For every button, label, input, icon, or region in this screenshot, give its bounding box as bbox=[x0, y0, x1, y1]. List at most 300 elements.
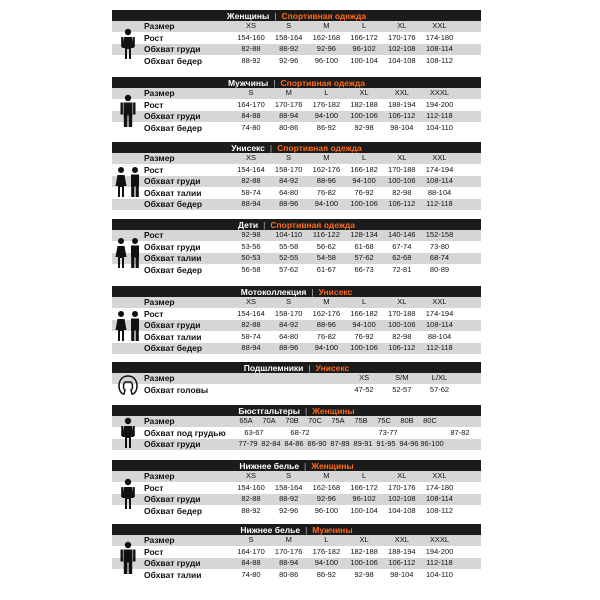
table-cell: 84-88 bbox=[241, 558, 261, 567]
table-cell: 88-94 bbox=[279, 558, 299, 567]
table-cell: XS bbox=[359, 373, 370, 382]
row-label: Рост bbox=[144, 546, 164, 557]
table-cell: 100-106 bbox=[350, 111, 378, 120]
table-cell: 100-106 bbox=[350, 343, 378, 352]
table-cell: 73-80 bbox=[429, 241, 450, 251]
table-cell: 100-106 bbox=[350, 558, 378, 567]
table-cell: 162-168 bbox=[312, 482, 341, 492]
section-header bbox=[112, 524, 481, 535]
table-cell: 82-98 bbox=[392, 331, 412, 341]
row-label: Размер bbox=[144, 471, 175, 481]
table-cell: 194-200 bbox=[425, 99, 454, 109]
table-cell: 80B bbox=[400, 416, 414, 425]
table-cell: 108-114 bbox=[426, 320, 453, 329]
table-cell: 88-96 bbox=[279, 343, 299, 352]
section-title: Женщины bbox=[226, 10, 270, 21]
table-cell: 104-110 bbox=[426, 122, 453, 132]
table-cell: 174-180 bbox=[425, 482, 454, 492]
section-subtitle: Спортивная одежда bbox=[281, 10, 367, 21]
row-label: Обхват груди bbox=[144, 494, 201, 504]
table-cell: 140-146 bbox=[388, 230, 416, 239]
table-cell: 52-55 bbox=[279, 253, 299, 262]
table-cell: 106-112 bbox=[388, 111, 416, 120]
table-cell: 174-180 bbox=[425, 32, 454, 42]
table-cell: 158-170 bbox=[274, 308, 303, 318]
table-row bbox=[112, 33, 481, 45]
table-row bbox=[112, 123, 481, 135]
table-cell bbox=[307, 373, 345, 384]
section-title: Бюстгальтеры bbox=[238, 405, 301, 416]
table-row bbox=[112, 309, 481, 321]
table-cell: 88-92 bbox=[279, 44, 299, 53]
section-title: Подшлемники bbox=[243, 362, 304, 373]
table-cell: 170-176 bbox=[274, 546, 303, 556]
table-cell: 152-158 bbox=[425, 230, 454, 239]
row-label: Рост bbox=[144, 230, 164, 240]
table-cell: 112-118 bbox=[426, 343, 453, 352]
section-title: Мужчины bbox=[227, 77, 269, 88]
table-cell: 98-104 bbox=[390, 569, 414, 579]
table-cell: 164-170 bbox=[237, 99, 265, 109]
table-row bbox=[112, 373, 481, 385]
table-cell: XXXL bbox=[429, 88, 450, 97]
table-row bbox=[112, 506, 481, 518]
header-separator: | bbox=[305, 524, 308, 535]
table-cell: 75B bbox=[354, 416, 368, 425]
table-row bbox=[112, 320, 481, 332]
table-row bbox=[112, 153, 481, 165]
section-title: Нижнее белье bbox=[239, 460, 300, 471]
section-header bbox=[112, 142, 481, 153]
table-row bbox=[112, 416, 481, 428]
table-cell: 94-100 bbox=[314, 558, 339, 567]
row-label: Обхват головы bbox=[144, 384, 209, 395]
table-cell: L bbox=[362, 153, 367, 162]
section-body bbox=[112, 373, 481, 396]
table-cell: 108-114 bbox=[426, 494, 453, 503]
row-label: Размер bbox=[144, 535, 175, 545]
header-separator: | bbox=[308, 362, 311, 373]
table-cell: 64-80 bbox=[279, 331, 299, 341]
table-cell: 96-100 bbox=[314, 505, 339, 515]
row-label: Размер bbox=[144, 21, 175, 31]
table-cell: 64-80 bbox=[279, 187, 299, 197]
table-cell: 100-106 bbox=[388, 320, 416, 329]
table-row bbox=[112, 428, 481, 440]
table-cell: 86-92 bbox=[316, 569, 336, 579]
table-row bbox=[112, 558, 481, 570]
table-cell: XL bbox=[397, 471, 407, 480]
table-cell: L bbox=[362, 21, 367, 30]
table-cell: 54-58 bbox=[316, 253, 336, 262]
row-label: Рост bbox=[144, 164, 164, 175]
table-cell: XL bbox=[359, 535, 369, 544]
table-cell: 170-188 bbox=[388, 308, 416, 318]
table-cell: XL bbox=[397, 153, 407, 162]
section-body bbox=[112, 297, 481, 355]
section-body bbox=[112, 416, 481, 451]
table-row bbox=[112, 230, 481, 242]
row-label: Обхват талии bbox=[144, 187, 202, 198]
table-cell: 82-88 bbox=[241, 176, 261, 185]
table-cell: 102-108 bbox=[388, 44, 416, 53]
table-cell: 76-92 bbox=[354, 331, 374, 341]
table-cell: 82-84 bbox=[261, 439, 281, 448]
table-cell: 89-91 bbox=[353, 439, 373, 448]
row-label: Обхват груди bbox=[144, 241, 201, 252]
table-cell: 76-82 bbox=[316, 187, 336, 197]
table-cell: XXL bbox=[432, 21, 447, 30]
table-cell: 80C bbox=[423, 416, 437, 425]
section-header bbox=[112, 219, 481, 230]
table-cell: 94-100 bbox=[314, 343, 339, 352]
table-cell: 57-62 bbox=[429, 384, 450, 394]
header-separator: | bbox=[311, 286, 314, 297]
row-label: Размер bbox=[144, 153, 175, 163]
table-cell: 170-176 bbox=[274, 99, 303, 109]
table-row bbox=[112, 332, 481, 344]
row-label: Рост bbox=[144, 32, 164, 43]
table-cell: 98-104 bbox=[390, 122, 414, 132]
table-cell: 174-194 bbox=[425, 164, 454, 174]
header-separator: | bbox=[274, 10, 277, 21]
table-cell: 116-122 bbox=[312, 230, 340, 239]
table-cell: M bbox=[285, 535, 292, 544]
table-cell: XXL bbox=[432, 471, 447, 480]
table-cell: 53-56 bbox=[241, 241, 261, 251]
table-cell: 96-102 bbox=[352, 494, 376, 503]
table-row bbox=[112, 44, 481, 56]
table-row bbox=[112, 297, 481, 309]
table-cell: 154-160 bbox=[237, 482, 265, 492]
header-separator: | bbox=[273, 77, 276, 88]
table-cell: 55-58 bbox=[279, 241, 299, 251]
table-row bbox=[112, 56, 481, 68]
table-cell: XL bbox=[397, 297, 407, 306]
table-cell: XXL bbox=[432, 297, 447, 306]
table-row bbox=[112, 570, 481, 582]
row-label: Обхват бедер bbox=[144, 122, 203, 133]
table-cell: XS bbox=[245, 297, 256, 306]
table-cell: 80-89 bbox=[429, 264, 450, 274]
table-cell: S bbox=[248, 88, 254, 97]
row-label: Рост bbox=[144, 99, 164, 110]
section-body bbox=[112, 535, 481, 581]
table-cell: 106-112 bbox=[388, 558, 416, 567]
table-cell: 162-168 bbox=[312, 32, 341, 42]
table-cell: 58-74 bbox=[241, 331, 261, 341]
table-cell: 100-104 bbox=[350, 55, 378, 65]
table-cell: 104-110 bbox=[426, 569, 453, 579]
male-figure-icon bbox=[112, 88, 144, 134]
table-cell: 84-88 bbox=[241, 111, 261, 120]
table-cell: 112-118 bbox=[426, 199, 453, 208]
table-cell: 77-79 bbox=[238, 439, 258, 448]
table-cell: 92-96 bbox=[279, 55, 299, 65]
table-cell: 82-88 bbox=[241, 44, 261, 53]
table-cell: 88-96 bbox=[316, 176, 336, 185]
table-cell: 68-74 bbox=[429, 253, 450, 262]
table-cell: 154-164 bbox=[237, 308, 265, 318]
header-separator: | bbox=[304, 460, 307, 471]
section-subtitle: Спортивная одежда bbox=[280, 77, 366, 88]
table-cell: 170-188 bbox=[388, 164, 416, 174]
table-cell: 174-194 bbox=[425, 308, 454, 318]
table-cell: 61-68 bbox=[354, 241, 374, 251]
table-cell: 82-98 bbox=[392, 187, 412, 197]
row-label: Обхват груди bbox=[144, 44, 201, 54]
table-cell: 158-164 bbox=[274, 482, 303, 492]
section-header bbox=[112, 460, 481, 471]
row-label: Обхват бедер bbox=[144, 264, 203, 275]
table-cell: S bbox=[248, 535, 254, 544]
row-label: Размер bbox=[144, 297, 175, 307]
table-cell: 88-96 bbox=[316, 320, 336, 329]
table-cell: 87-82 bbox=[450, 427, 470, 437]
table-cell: 108-112 bbox=[426, 505, 453, 515]
table-row bbox=[112, 343, 481, 355]
pair-figure-icon bbox=[112, 230, 144, 276]
balaclava-icon bbox=[112, 373, 144, 396]
section-title: Дети bbox=[238, 219, 259, 230]
table-cell: 112-118 bbox=[426, 558, 453, 567]
section-title: Нижнее белье bbox=[240, 524, 301, 535]
table-row bbox=[112, 188, 481, 200]
size-table-7 bbox=[112, 460, 481, 517]
table-cell: 88-96 bbox=[279, 199, 299, 208]
table-row bbox=[112, 253, 481, 265]
table-cell: 108-114 bbox=[426, 44, 453, 53]
table-cell: 65A bbox=[239, 416, 253, 425]
table-cell: 84-86 bbox=[284, 439, 304, 448]
table-cell: XXXL bbox=[429, 535, 450, 544]
section-header bbox=[112, 77, 481, 88]
section-subtitle: Женщины bbox=[312, 405, 355, 416]
table-cell: 88-94 bbox=[241, 343, 261, 352]
row-label: Обхват бедер bbox=[144, 55, 203, 66]
size-table-5 bbox=[112, 362, 481, 396]
table-cell: 92-98 bbox=[241, 230, 261, 239]
row-label: Обхват под грудью bbox=[144, 427, 226, 438]
section-title: Унисекс bbox=[231, 142, 265, 153]
table-cell: XXL bbox=[432, 153, 447, 162]
size-table-0 bbox=[112, 10, 481, 67]
table-cell: 52-57 bbox=[392, 384, 412, 394]
table-cell: 86-90 bbox=[307, 439, 327, 448]
table-cell: 162-176 bbox=[312, 308, 341, 318]
table-cell: S bbox=[286, 471, 292, 480]
section-subtitle: Унисекс bbox=[318, 286, 353, 297]
table-cell: 170-176 bbox=[388, 32, 416, 42]
table-cell: 164-170 bbox=[237, 546, 265, 556]
row-label: Размер bbox=[144, 88, 175, 98]
table-cell: 108-114 bbox=[426, 176, 453, 185]
size-table-4 bbox=[112, 286, 481, 355]
table-cell: 112-118 bbox=[426, 111, 453, 120]
row-label: Обхват талии bbox=[144, 331, 202, 342]
table-cell: 176-182 bbox=[312, 546, 341, 556]
row-label: Обхват груди bbox=[144, 439, 201, 449]
table-cell: XL bbox=[359, 88, 369, 97]
size-table-3 bbox=[112, 219, 481, 276]
table-row bbox=[112, 176, 481, 188]
row-label: Обхват груди bbox=[144, 176, 201, 186]
section-body bbox=[112, 21, 481, 67]
table-cell: 100-106 bbox=[388, 176, 416, 185]
row-label: Обхват груди bbox=[144, 111, 201, 121]
table-cell: 162-176 bbox=[312, 164, 341, 174]
table-cell: 88-92 bbox=[241, 505, 261, 515]
table-cell: 100-106 bbox=[350, 199, 378, 208]
table-row bbox=[112, 471, 481, 483]
table-cell: 92-98 bbox=[354, 569, 374, 579]
table-cell: 75A bbox=[331, 416, 345, 425]
size-table-6 bbox=[112, 405, 481, 451]
table-cell: 166-172 bbox=[350, 482, 378, 492]
pair-figure-icon bbox=[112, 297, 144, 355]
table-cell: 76-82 bbox=[316, 331, 336, 341]
table-row bbox=[112, 439, 481, 451]
table-cell: 87-89 bbox=[330, 439, 350, 448]
table-row bbox=[112, 165, 481, 177]
table-cell: 47-52 bbox=[354, 384, 374, 394]
table-cell: 68-72 bbox=[290, 427, 310, 437]
table-cell: M bbox=[323, 153, 330, 162]
table-cell: 56-62 bbox=[316, 241, 336, 251]
section-body bbox=[112, 88, 481, 134]
table-row bbox=[112, 100, 481, 112]
row-label: Обхват бедер bbox=[144, 343, 203, 353]
table-cell: 182-188 bbox=[350, 99, 378, 109]
table-cell: 96-100 bbox=[420, 439, 444, 448]
table-cell: 96-100 bbox=[314, 55, 339, 65]
table-cell: 166-172 bbox=[350, 32, 378, 42]
table-cell: 158-164 bbox=[274, 32, 303, 42]
table-cell: 88-94 bbox=[241, 199, 261, 208]
table-cell bbox=[270, 373, 308, 384]
table-cell: 88-104 bbox=[427, 187, 452, 197]
table-cell: 63-67 bbox=[244, 427, 264, 437]
table-cell: XXL bbox=[394, 88, 409, 97]
table-cell: 66-73 bbox=[354, 264, 374, 274]
table-cell: XXL bbox=[394, 535, 409, 544]
table-row bbox=[112, 535, 481, 547]
table-cell: 94-100 bbox=[352, 176, 376, 185]
section-body bbox=[112, 230, 481, 276]
size-table-8 bbox=[112, 524, 481, 581]
table-cell: 76-92 bbox=[354, 187, 374, 197]
table-cell: 86-92 bbox=[316, 122, 336, 132]
table-cell: 104-110 bbox=[275, 230, 303, 239]
table-cell: 94-100 bbox=[314, 111, 339, 120]
table-cell: 102-108 bbox=[388, 494, 416, 503]
table-cell: 56-58 bbox=[241, 264, 261, 274]
table-cell: 100-104 bbox=[350, 505, 378, 515]
table-row bbox=[112, 385, 481, 397]
table-cell: 94-96 bbox=[399, 439, 419, 448]
table-cell: 92-96 bbox=[279, 505, 299, 515]
row-label: Размер bbox=[144, 373, 175, 383]
table-cell: 94-100 bbox=[314, 199, 339, 208]
table-row bbox=[112, 111, 481, 123]
table-cell: 154-160 bbox=[237, 32, 265, 42]
table-cell: 158-170 bbox=[274, 164, 303, 174]
table-cell: 106-112 bbox=[388, 199, 416, 208]
table-cell: 104-108 bbox=[388, 505, 416, 515]
section-subtitle: Женщины bbox=[311, 460, 354, 471]
table-cell: M bbox=[323, 21, 330, 30]
table-row bbox=[112, 88, 481, 100]
table-row bbox=[112, 494, 481, 506]
table-cell: 92-96 bbox=[316, 494, 336, 503]
table-cell: 61-67 bbox=[316, 264, 336, 274]
table-cell: 57-62 bbox=[354, 253, 374, 262]
female-figure-icon bbox=[112, 21, 144, 67]
table-cell: 104-108 bbox=[388, 55, 416, 65]
pair-figure-icon bbox=[112, 153, 144, 211]
table-cell: 188-194 bbox=[388, 99, 416, 109]
row-label: Рост bbox=[144, 308, 164, 319]
table-cell: S bbox=[286, 297, 292, 306]
table-cell: 67-74 bbox=[392, 241, 412, 251]
section-subtitle: Спортивная одежда bbox=[270, 219, 355, 230]
table-cell: S/M bbox=[395, 373, 409, 382]
section-subtitle: Унисекс bbox=[315, 362, 350, 373]
table-row bbox=[112, 483, 481, 495]
table-row bbox=[112, 199, 481, 211]
table-cell: M bbox=[323, 297, 330, 306]
table-cell: XS bbox=[245, 153, 256, 162]
table-cell: XS bbox=[245, 21, 256, 30]
table-cell: 82-88 bbox=[241, 494, 261, 503]
table-cell: 82-88 bbox=[241, 320, 261, 329]
table-cell: 92-98 bbox=[354, 122, 374, 132]
table-cell: 58-74 bbox=[241, 187, 261, 197]
table-cell: 88-92 bbox=[279, 494, 299, 503]
table-cell: L bbox=[362, 297, 367, 306]
row-label: Обхват груди bbox=[144, 320, 201, 330]
table-cell: 194-200 bbox=[425, 546, 454, 556]
table-cell: 166-182 bbox=[350, 308, 378, 318]
table-cell: 72-81 bbox=[392, 264, 412, 274]
table-cell: 74-80 bbox=[241, 569, 261, 579]
table-cell: 108-112 bbox=[426, 55, 453, 65]
table-cell: XL bbox=[397, 21, 407, 30]
table-cell: L bbox=[324, 535, 329, 544]
row-label: Рост bbox=[144, 482, 164, 493]
table-cell bbox=[232, 373, 270, 384]
size-table-1 bbox=[112, 77, 481, 134]
row-label: Обхват талии bbox=[144, 253, 202, 263]
table-cell: 57-62 bbox=[279, 264, 299, 274]
table-cell: 84-92 bbox=[279, 176, 299, 185]
row-label: Обхват бедер bbox=[144, 199, 203, 209]
table-cell: S bbox=[286, 153, 292, 162]
table-cell: 74-80 bbox=[241, 122, 261, 132]
table-cell: 84-92 bbox=[279, 320, 299, 329]
header-separator: | bbox=[269, 142, 273, 153]
table-cell: XS bbox=[245, 471, 256, 480]
table-cell: 70C bbox=[308, 416, 322, 425]
table-cell: 176-182 bbox=[312, 99, 341, 109]
section-subtitle: Мужчины bbox=[312, 524, 353, 535]
table-cell: L bbox=[324, 88, 329, 97]
table-row bbox=[112, 21, 481, 33]
section-subtitle: Спортивная одежда bbox=[277, 142, 362, 153]
table-cell: 75C bbox=[377, 416, 391, 425]
table-cell: 106-112 bbox=[388, 343, 416, 352]
table-row bbox=[112, 547, 481, 559]
